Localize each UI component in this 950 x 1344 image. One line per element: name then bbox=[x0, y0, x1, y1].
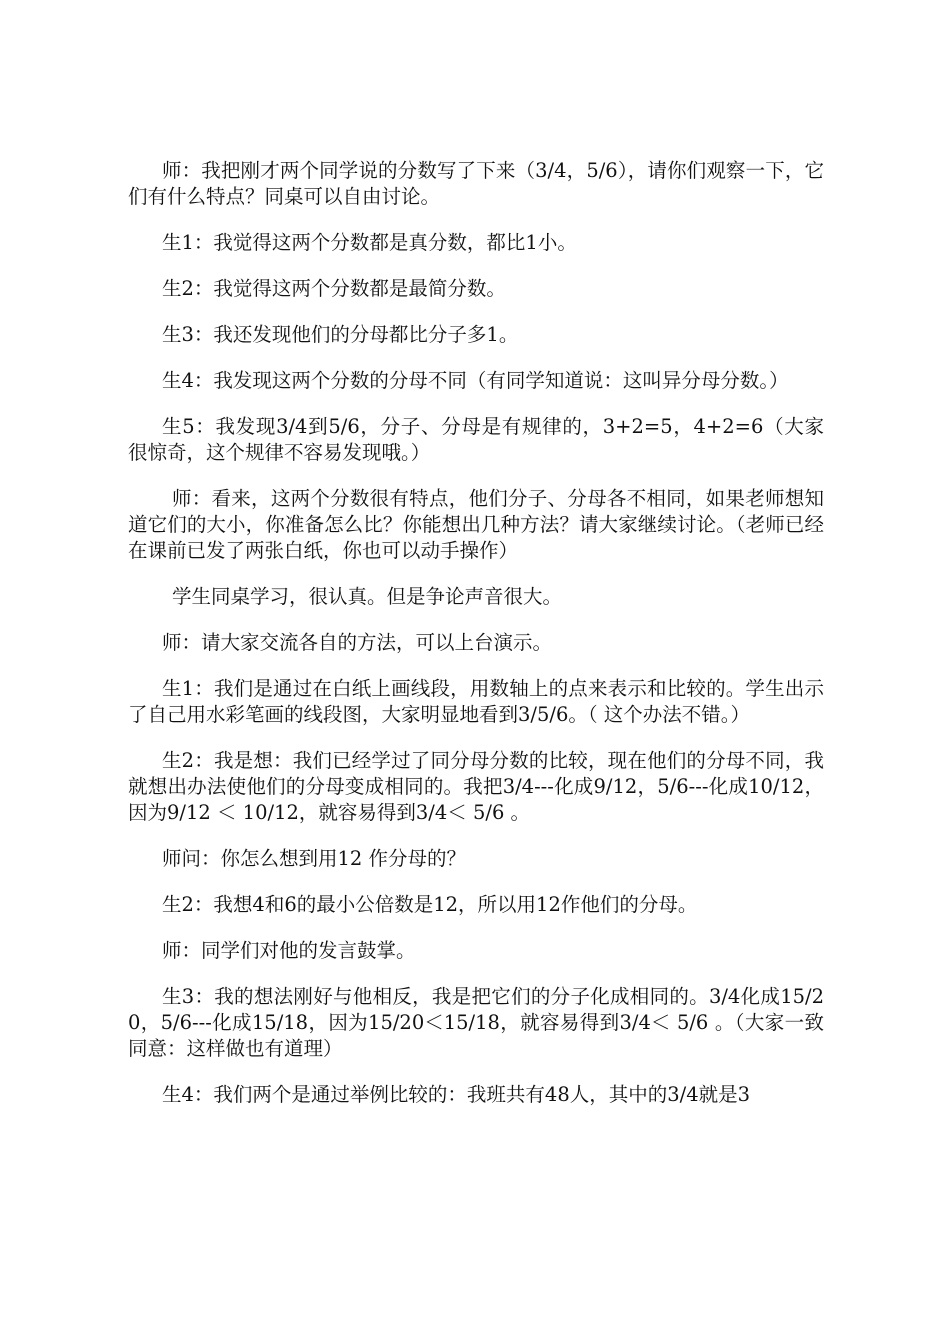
paragraph-teacher-ask: 师问：你怎么想到用12 作分母的？ bbox=[162, 847, 467, 870]
paragraph-student-1: 生1：我觉得这两个分数都是真分数，都比1小。 bbox=[162, 231, 577, 254]
paragraph-student-5: 生5：我发现3/4到5/6，分子、分母是有规律的，3+2=5，4+2=6（大家很惊奇，这个规律不容易发现哦。） bbox=[128, 415, 824, 464]
paragraph-method-line: 生1：我们是通过在白纸上画线段，用数轴上的点来表示和比较的。学生出示了自己用水彩笔画的线段图，大家明显地看到3/5/6。（ 这个办法不错。） bbox=[128, 677, 824, 726]
paragraph-student-4: 生4：我发现这两个分数的分母不同（有同学知道说：这叫异分母分数。） bbox=[162, 369, 789, 392]
paragraph-teacher-question: 师：看来，这两个分数很有特点，他们分子、分母各不相同，如果老师想知道它们的大小，你准备怎么比？你能想出几种方法？请大家继续讨论。（老师已经在课前已发了两张白纸，你也可以动手操作） bbox=[128, 487, 824, 562]
paragraph-teacher-intro: 师：我把刚才两个同学说的分数写了下来（3/4，5/6），请你们观察一下，它们有什么特点？同桌可以自由讨论。 bbox=[128, 159, 824, 208]
paragraph-method-example: 生4：我们两个是通过举例比较的：我班共有48人，其中的3/4就是3 bbox=[162, 1083, 751, 1106]
document-body bbox=[128, 158, 824, 1128]
paragraph-lcm-answer: 生2：我想4和6的最小公倍数是12，所以用12作他们的分母。 bbox=[162, 893, 698, 916]
paragraph-student-3: 生3：我还发现他们的分母都比分子多1。 bbox=[162, 323, 519, 346]
paragraph-method-numerator: 生3：我的想法刚好与他相反，我是把它们的分子化成相同的。3/4化成15/20，5/6---化成15/18，因为15/20＜15/18，就容易得到3/4＜ 5/6 。（大家一致同意：这样做也有道理） bbox=[128, 985, 824, 1060]
paragraph-applause: 师：同学们对他的发言鼓掌。 bbox=[162, 939, 416, 962]
paragraph-method-denominator: 生2：我是想：我们已经学过了同分母分数的比较，现在他们的分母不同，我就想出办法使他们的分母变成相同的。我把3/4---化成9/12，5/6---化成10/12，因为9/12 ＜ 10/12，就容易得到3/4＜ 5/6 。 bbox=[128, 749, 824, 824]
paragraph-student-2: 生2：我觉得这两个分数都是最简分数。 bbox=[162, 277, 506, 300]
paragraph-discussion-note: 学生同桌学习，很认真。但是争论声音很大。 bbox=[172, 585, 563, 608]
paragraph-teacher-share: 师：请大家交流各自的方法，可以上台演示。 bbox=[162, 631, 553, 654]
